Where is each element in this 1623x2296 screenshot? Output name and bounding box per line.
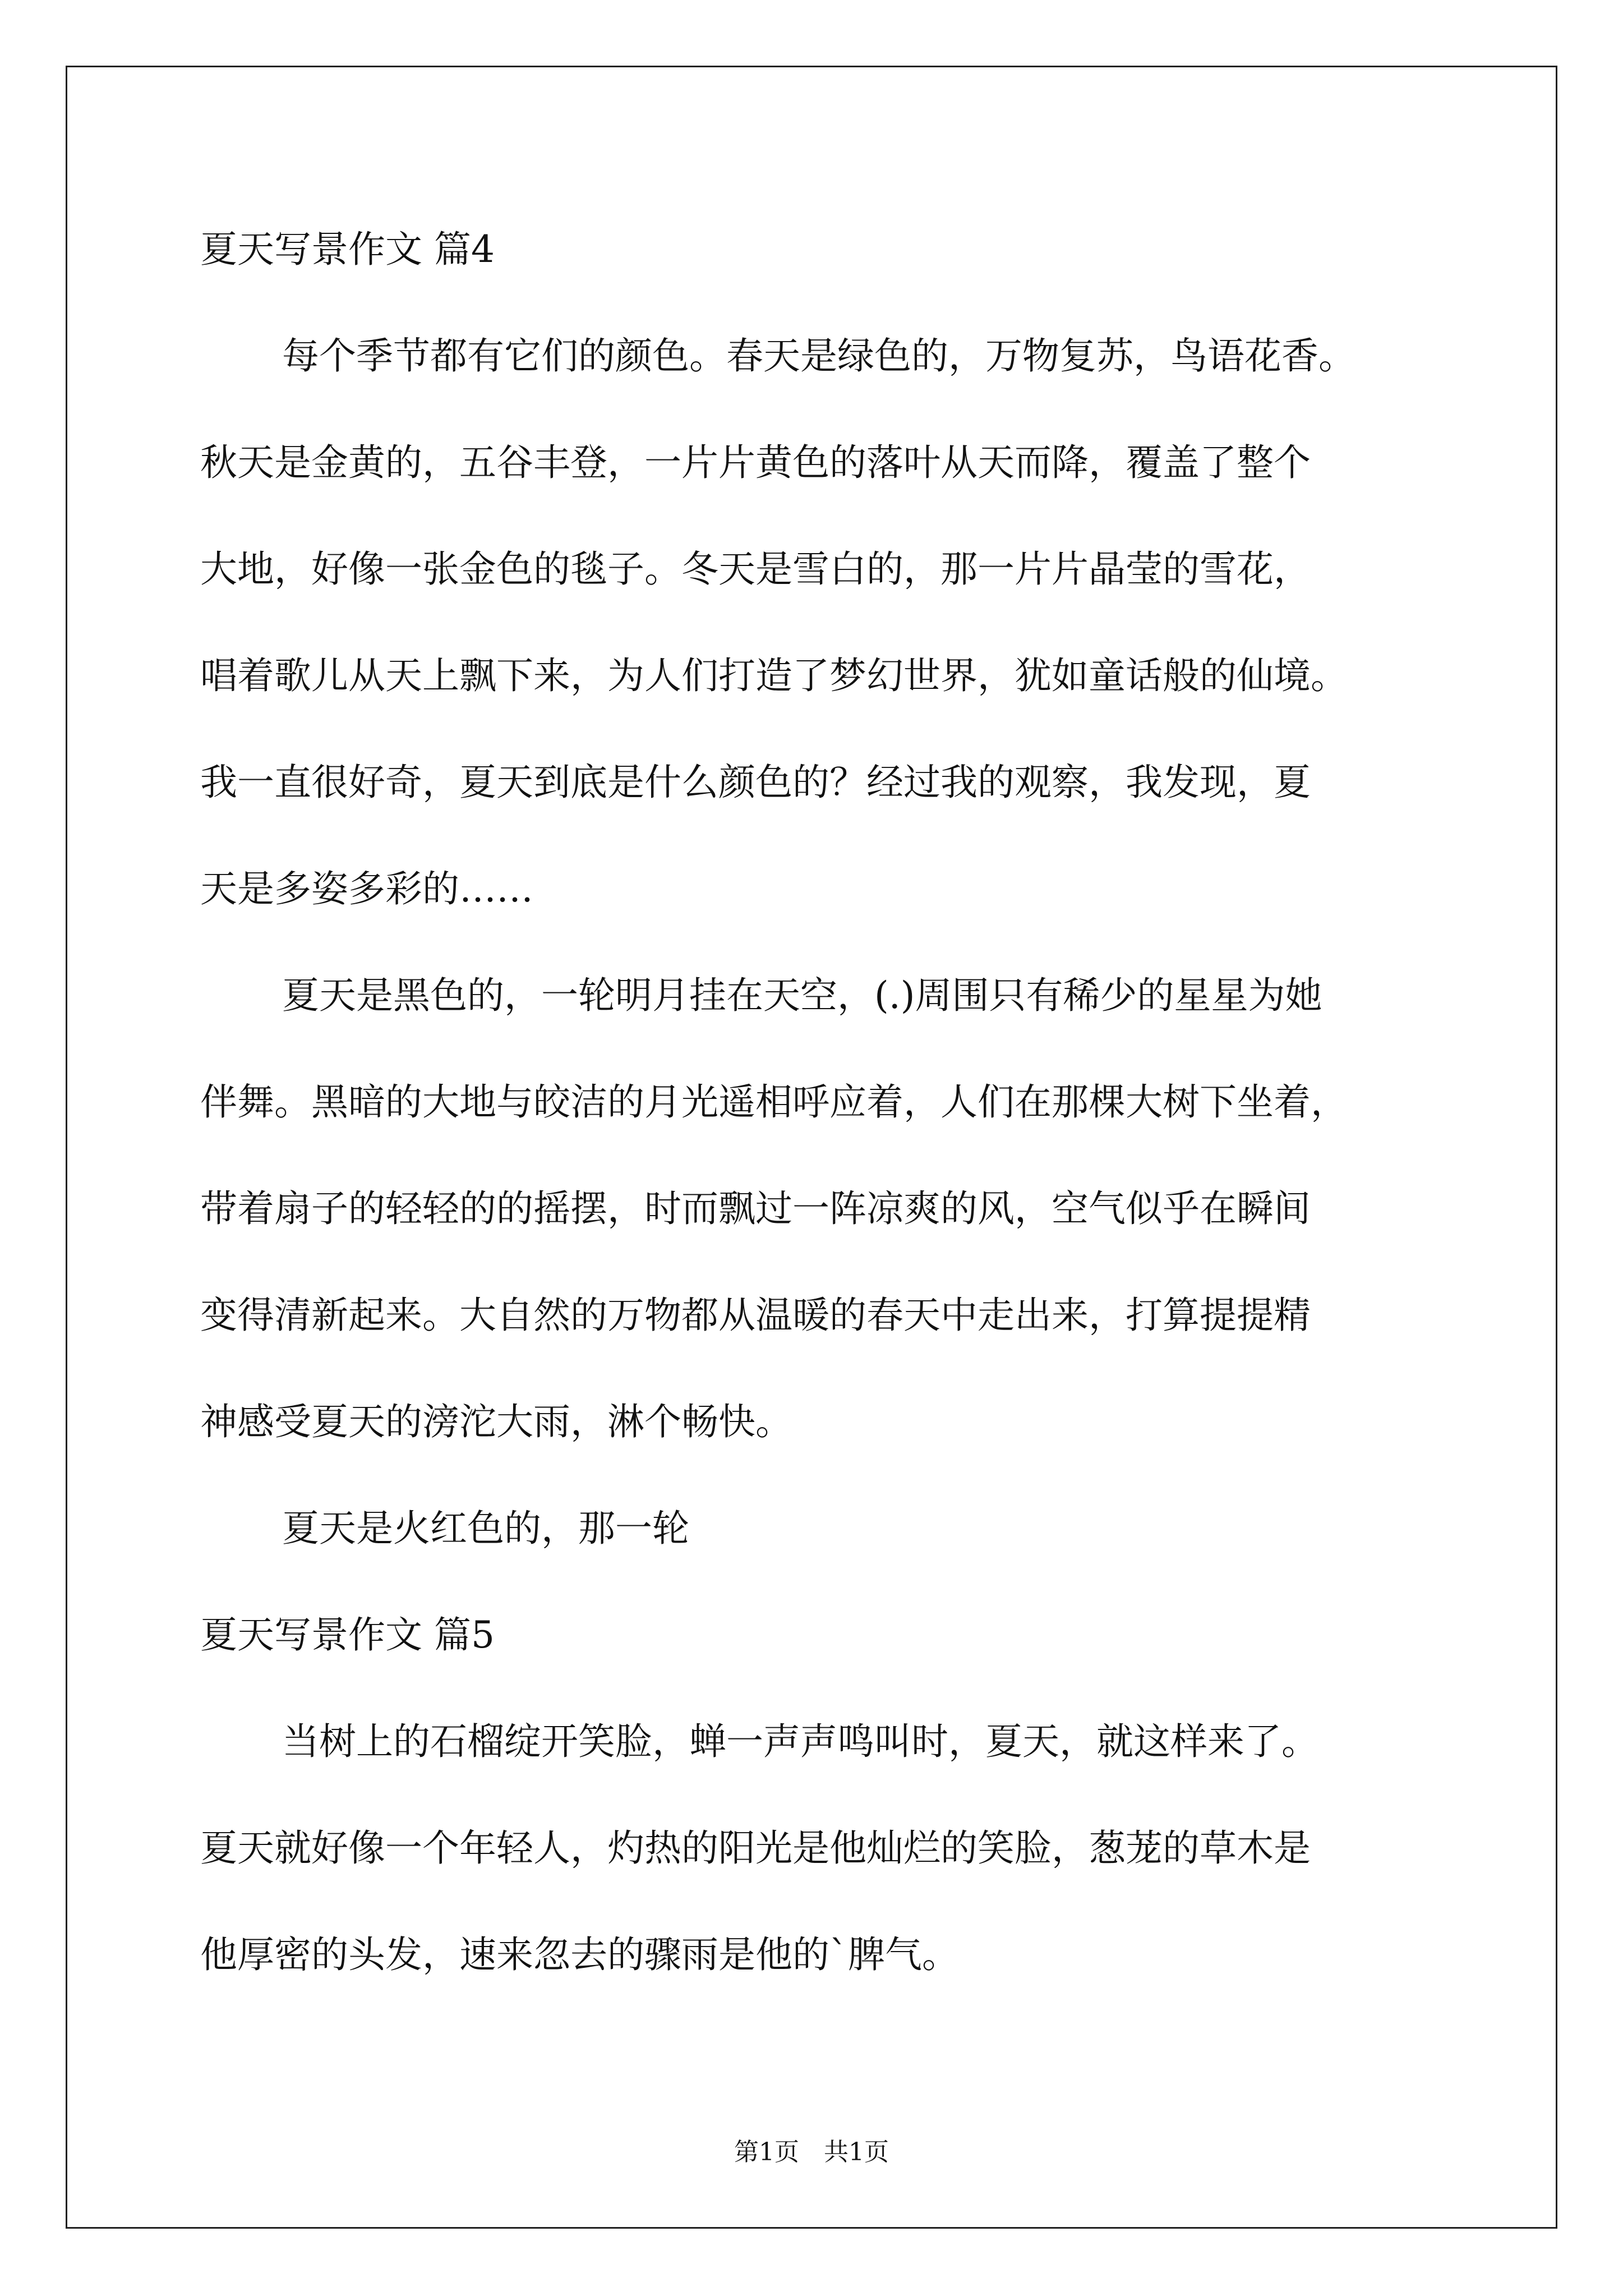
paragraph-line: 伴舞。黑暗的大地与皎洁的月光遥相呼应着，人们在那棵大树下坐着， (200, 1080, 1348, 1124)
paragraph-line: 天是多姿多彩的…… (200, 867, 533, 910)
section-heading: 夏天写景作文 篇4 (200, 228, 495, 271)
paragraph-line: 夏天是火红色的，那一轮 (282, 1507, 689, 1550)
paragraph-line: 夏天就好像一个年轻人，灼热的阳光是他灿烂的笑脸，葱茏的草木是 (200, 1826, 1311, 1870)
paragraph-line: 他厚密的头发，速来忽去的骤雨是他的`脾气。 (200, 1933, 959, 1976)
paragraph-line: 大地，好像一张金色的毯子。冬天是雪白的，那一片片晶莹的雪花， (200, 547, 1311, 591)
paragraph-line: 夏天是黑色的，一轮明月挂在天空，(.)周围只有稀少的星星为她 (282, 974, 1322, 1017)
paragraph-line: 当树上的石榴绽开笑脸，蝉一声声鸣叫时，夏天，就这样来了。 (282, 1720, 1318, 1763)
paragraph-line: 秋天是金黄的，五谷丰登，一片片黄色的落叶从天而降，覆盖了整个 (200, 441, 1311, 484)
document-body (200, 219, 1428, 2031)
page-footer: 第1页 共1页 (734, 2138, 889, 2166)
paragraph-line: 带着扇子的轻轻的的摇摆，时而飘过一阵凉爽的风，空气似乎在瞬间 (200, 1187, 1311, 1230)
paragraph-line: 唱着歌儿从天上飘下来，为人们打造了梦幻世界，犹如童话般的仙境。 (200, 654, 1348, 697)
paragraph-line: 变得清新起来。大自然的万物都从温暖的春天中走出来，打算提提精 (200, 1294, 1311, 1337)
paragraph-line: 我一直很好奇，夏天到底是什么颜色的？经过我的观察，我发现，夏 (200, 761, 1311, 804)
section-heading: 夏天写景作文 篇5 (200, 1613, 495, 1657)
paragraph-line: 每个季节都有它们的颜色。春天是绿色的，万物复苏，鸟语花香。 (282, 334, 1355, 378)
paragraph-line: 神感受夏天的滂沱大雨，淋个畅快。 (200, 1400, 792, 1443)
